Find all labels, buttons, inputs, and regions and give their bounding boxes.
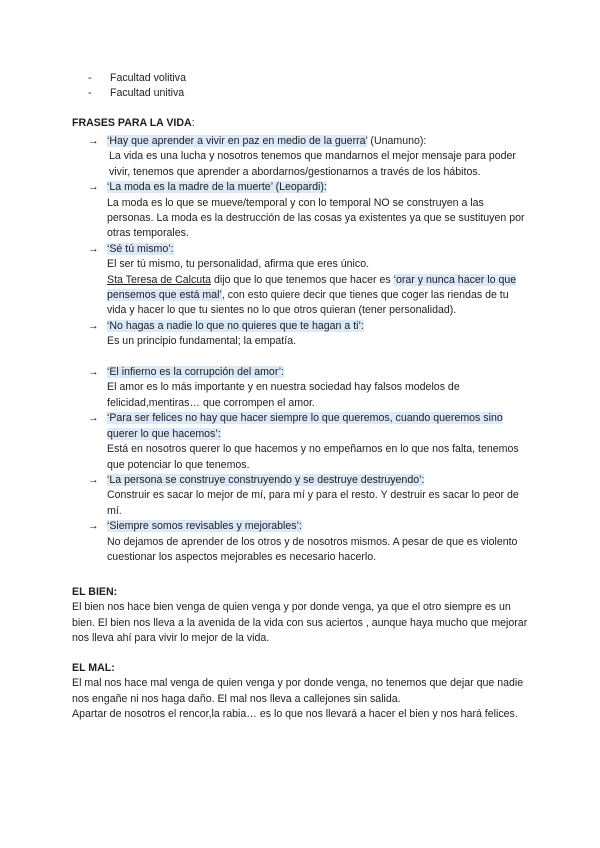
quotes-list: [88, 134, 528, 565]
frases-heading: [72, 116, 532, 131]
quote-explanation: Está en nosotros querer lo que hacemos y no empeñarnos en lo que nos falta, tenemos que potenciar lo que tenemos.: [107, 443, 519, 471]
faculty-volitiva: Facultad volitiva: [110, 72, 186, 84]
quote-text: ‘La moda es la madre de la muerte’ (Leopardi):: [107, 181, 327, 194]
arrow-icon: →: [88, 366, 99, 379]
quote-title: [107, 242, 528, 257]
quote-text: ‘Para ser felices no hay que hacer siempre lo que queremos, cuando queremos sino querer lo que hacemos’:: [107, 412, 503, 440]
arrow-icon: →: [88, 319, 99, 332]
quote-title: [107, 319, 528, 334]
quote-item: [88, 134, 528, 180]
quote-explanation: La moda es lo que se mueve/temporal y con lo temporal NO se construyen a las personas. La moda es la destrucción de las cosas ya existentes ya que se sustituyen por otras temporales.: [107, 196, 525, 240]
quote-text: ‘Sé tú mismo’:: [107, 242, 174, 255]
quote-text: ‘La persona se construye construyendo y se destruye destruyendo’:: [107, 473, 425, 486]
list-item: [88, 71, 186, 86]
arrow-icon: →: [88, 520, 99, 533]
quote-explanation-2: [107, 273, 528, 319]
quote-title: [107, 411, 528, 442]
quote-explanation: No dejamos de aprender de los otros y de nosotros mismos. A pesar de que es violento cuestionar los aspectos mejorables es necesario hacerlo.: [107, 535, 518, 563]
quote-title: [107, 134, 528, 149]
quote-title: [107, 473, 528, 488]
faculty-list: [88, 71, 186, 102]
quote-item: [88, 365, 528, 411]
frases-heading-text: FRASES PARA LA VIDA: [72, 117, 192, 129]
dash-bullet: -: [88, 72, 92, 84]
quote-explanation: El ser tú mismo, tu personalidad, afirma que eres único.: [107, 258, 370, 271]
quote-text: ‘El infierno es la corrupción del amor’:: [107, 366, 285, 379]
arrow-icon: →: [88, 135, 99, 147]
quote-item: [88, 519, 528, 565]
quote-rest-text: , con esto quiere decir que tienes que coger las riendas de tu vida y hacer lo que tu sientes no lo que otros quieran (tener personalidad).: [107, 289, 509, 317]
quote-item: [88, 319, 528, 350]
list-item: [88, 86, 186, 101]
inner-quote: ‘orar y nunca hacer lo que pensemos que está mal’: [107, 273, 517, 302]
quote-item: [88, 180, 528, 242]
frases-heading-colon: :: [191, 117, 195, 129]
quote-title: [107, 365, 528, 380]
quote-title: [107, 519, 528, 534]
quote-item: [88, 473, 528, 519]
quote-explanation: Construir es sacar lo mejor de mí, para mí y para el resto. Y destruir es sacar lo peor de mí.: [107, 489, 519, 517]
bien-body: El bien nos hace bien venga de quien venga y por donde venga, ya que el otro siempre es un bien. El bien nos lleva a la avenida de la vida con sus aciertos , aunque haya mucho que mejorar nos lleva ahí para vivir lo mejor de la vida.: [72, 601, 528, 645]
arrow-icon: →: [88, 412, 99, 425]
bien-heading: EL BIEN:: [72, 586, 118, 598]
quote-explanation: Es un principio fundamental; la empatía.: [107, 335, 297, 348]
quote-item: [88, 242, 528, 319]
faculty-unitiva: Facultad unitiva: [110, 87, 185, 100]
spacer: [88, 350, 528, 365]
quote-item: [88, 411, 528, 473]
bien-section: [72, 585, 534, 647]
mal-section: [72, 661, 534, 723]
mal-body: El mal nos hace mal venga de quien venga y por donde venga, no tenemos que dejar que nadie nos engañe ni nos haga daño. El mal nos lleva a callejones sin salida.: [72, 677, 524, 705]
mal-heading: EL MAL:: [72, 662, 115, 674]
person-name: Sta Teresa de Calcuta: [107, 273, 212, 286]
dash-bullet: -: [88, 87, 92, 100]
quote-text: ‘Hay que aprender a vivir en paz en medio de la guerra’: [107, 135, 368, 147]
quote-text: ‘No hagas a nadie lo que no quieres que te hagan a ti’:: [107, 319, 364, 332]
quote-explanation: El amor es lo más importante y en nuestra sociedad hay falsos modelos de felicidad,mentiras… que corrompen el amor.: [107, 381, 460, 409]
arrow-icon: →: [88, 242, 99, 255]
quote-explanation: La vida es una lucha y nosotros tenemos que mandarnos el mejor mensaje para poder vivir, tenemos que aprender a abordarnos/gestionarnos a través de los hábitos.: [109, 150, 516, 178]
quote-title: [107, 180, 528, 195]
mal-body-2: Apartar de nosotros el rencor,la rabia… es lo que nos llevará a hacer el bien y nos hará felices.: [72, 708, 518, 721]
quote-author: (Unamuno):: [367, 135, 427, 147]
arrow-icon: →: [88, 473, 99, 486]
quote-text: ‘Siempre somos revisables y mejorables’:: [107, 520, 302, 533]
arrow-icon: →: [88, 181, 99, 194]
quote-mid-text: dijo que lo que tenemos que hacer es: [211, 273, 394, 286]
